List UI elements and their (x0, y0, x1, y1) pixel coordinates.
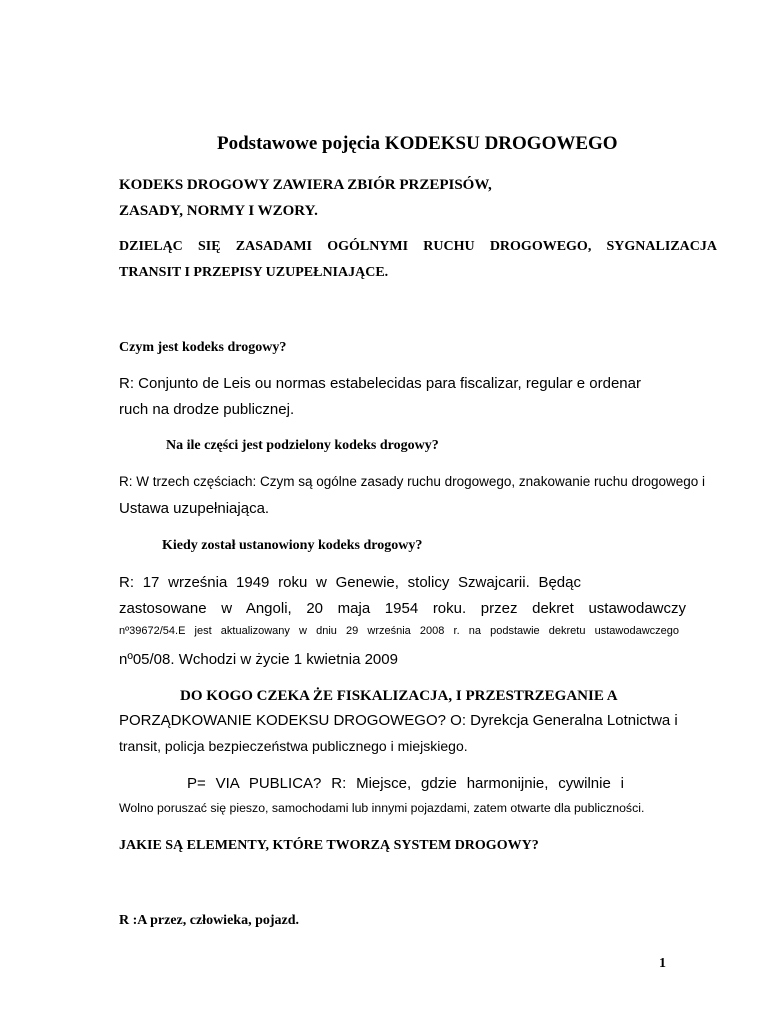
answer-3-line-3: nº39672/54.E jest aktualizowany w dniu 29 września 2008 r. na podstawie dekretu ustawodawczego (119, 625, 679, 637)
answer-1-line-2: ruch na drodze publicznej. (119, 401, 295, 418)
answer-2-line-1: R: W trzech częściach: Czym są ogólne zasady ruchu drogowego, znakowanie ruchu drogowego i (119, 474, 706, 489)
question-5-line-1: P= VIA PUBLICA? R: Miejsce, gdzie harmonijnie, cywilnie i (187, 775, 624, 792)
question-1: Czym jest kodeks drogowy? (119, 340, 287, 355)
answer-4-line-2: transit, policja bezpieczeństwa publicznego i miejskiego. (119, 738, 468, 754)
question-3: Kiedy został ustanowiony kodeks drogowy? (162, 538, 423, 553)
page-number: 1 (659, 956, 666, 971)
answer-3-line-4: nº05/08. Wchodzi w życie 1 kwietnia 2009 (119, 651, 398, 668)
answer-3-line-2: zastosowane w Angoli, 20 maja 1954 roku. przez dekret ustawodawczy (119, 600, 686, 617)
question-5-line-2: Wolno poruszać się pieszo, samochodami lub innymi pojazdami, zatem otwarte dla publiczności. (119, 801, 645, 815)
question-6: JAKIE SĄ ELEMENTY, KTÓRE TWORZĄ SYSTEM DROGOWY? (119, 838, 539, 853)
question-4: DO KOGO CZEKA ŻE FISKALIZACJA, I PRZESTRZEGANIE A (180, 688, 618, 704)
intro-line-1: KODEKS DROGOWY ZAWIERA ZBIÓR PRZEPISÓW, (119, 177, 492, 193)
answer-1-line-1: R: Conjunto de Leis ou normas estabelecidas para fiscalizar, regular e ordenar (119, 375, 641, 392)
intro-line-2: ZASADY, NORMY I WZORY. (119, 203, 318, 219)
answer-2-line-2: Ustawa uzupełniająca. (119, 500, 270, 517)
division-line-1: DZIELĄC SIĘ ZASADAMI OGÓLNYMI RUCHU DROGOWEGO, SYGNALIZACJA (119, 239, 717, 254)
answer-6: R :A przez, człowieka, pojazd. (119, 913, 300, 928)
answer-4-line-1: PORZĄDKOWANIE KODEKSU DROGOWEGO? O: Dyrekcja Generalna Lotnictwa i (119, 712, 678, 729)
document-title: Podstawowe pojęcia KODEKSU DROGOWEGO (217, 133, 618, 154)
answer-3-line-1: R: 17 września 1949 roku w Genewie, stolicy Szwajcarii. Będąc (119, 574, 581, 591)
question-2: Na ile części jest podzielony kodeks drogowy? (166, 438, 439, 453)
division-line-2: TRANSIT I PRZEPISY UZUPEŁNIAJĄCE. (119, 265, 389, 280)
